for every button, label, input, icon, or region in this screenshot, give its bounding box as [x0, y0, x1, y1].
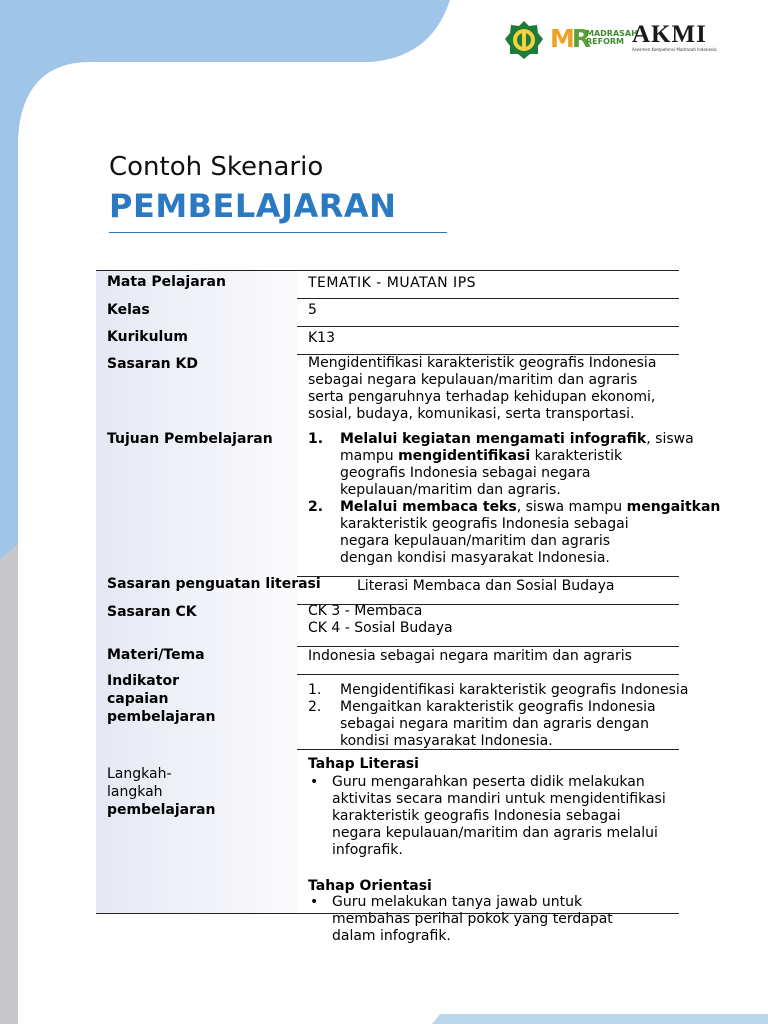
tujuan-2-text: , siswa mampu [516, 499, 627, 515]
label-line: pembelajaran [107, 802, 216, 818]
page-title-line1: Contoh Skenario [109, 152, 324, 182]
gray-side-band [0, 545, 18, 1024]
label-langkah [107, 765, 215, 819]
label-indikator [107, 672, 215, 726]
table-rule-top [96, 270, 679, 271]
table-rule [297, 576, 679, 577]
indikator-text: kondisi masyarakat Indonesia. [340, 733, 553, 749]
tahap-literasi-heading: Tahap Literasi [308, 756, 419, 772]
tahap-orientasi-text: membahas perihal pokok yang terdapat [332, 911, 613, 927]
label-kelas: Kelas [107, 302, 150, 318]
tujuan-2-bold: mengaitkan [626, 499, 721, 515]
label-materi-tema: Materi/Tema [107, 647, 205, 663]
tahap-literasi-text: karakteristik geografis Indonesia sebagai [332, 808, 621, 824]
tujuan-2-bold: Melalui membaca teks [340, 499, 517, 515]
kemenag-emblem-icon [504, 20, 544, 60]
page-title-line2: PEMBELAJARAN [109, 187, 397, 225]
akmi-logo [632, 22, 730, 52]
label-sasaran-ck: Sasaran CK [107, 604, 197, 620]
madrasah-reform-text: MADRASAH REFORM [586, 29, 638, 46]
tujuan-2-text: karakteristik geografis Indonesia sebagai [340, 516, 629, 532]
value-sasaran-literasi: Literasi Membaca dan Sosial Budaya [357, 578, 615, 594]
indikator-number: 1. [308, 682, 322, 698]
tujuan-item-number: 2. [308, 499, 324, 515]
indikator-text: Mengaitkan karakteristik geografis Indonesia [340, 699, 656, 715]
label-kurikulum: Kurikulum [107, 329, 188, 345]
tahap-orientasi-text: dalam infografik. [332, 928, 451, 944]
mr-glyph-icon: MR [550, 24, 589, 53]
label-line: Indikator [107, 673, 179, 689]
table-rule [297, 298, 679, 299]
value-kelas: 5 [308, 302, 317, 318]
table-rule [297, 326, 679, 327]
tujuan-1-bold: Melalui kegiatan mengamati infografik [340, 431, 647, 447]
ck-line: CK 4 - Sosial Budaya [308, 620, 453, 636]
akmi-logo-text: AKMI [632, 21, 707, 48]
madrasah-reform-logo [550, 24, 638, 60]
tujuan-1-text: kepulauan/maritim dan agraris. [340, 482, 561, 498]
value-sasaran-kd [308, 355, 656, 423]
label-sasaran-literasi: Sasaran penguatan literasi [107, 576, 321, 592]
label-mata-pelajaran: Mata Pelajaran [107, 274, 226, 290]
tahap-literasi-text: negara kepulauan/maritim dan agraris melalui [332, 825, 658, 841]
sasaran-kd-line: Mengidentifikasi karakteristik geografis Indonesia [308, 355, 657, 371]
tahap-orientasi-heading: Tahap Orientasi [308, 878, 432, 894]
label-bg-tujuan [96, 429, 297, 576]
title-underline [109, 232, 447, 233]
value-kurikulum: K13 [308, 330, 335, 346]
tujuan-1-text: mampu [340, 448, 399, 464]
akmi-logo-subtitle: Asesmen Kompetensi Madrasah Indonesia [632, 47, 717, 52]
bullet-icon: • [310, 774, 319, 790]
label-line: capaian [107, 691, 169, 707]
tujuan-item-number: 1. [308, 431, 324, 447]
tahap-orientasi-text: Guru melakukan tanya jawab untuk [332, 894, 583, 910]
tujuan-2-text: dengan kondisi masyarakat Indonesia. [340, 550, 610, 566]
ck-line: CK 3 - Membaca [308, 603, 423, 619]
value-sasaran-ck [308, 603, 453, 637]
label-line: langkah [107, 784, 163, 800]
tahap-literasi-text: infografik. [332, 842, 403, 858]
label-sasaran-kd: Sasaran KD [107, 356, 198, 372]
tahap-literasi-text: aktivitas secara mandiri untuk mengidentifikasi [332, 791, 666, 807]
indikator-number: 2. [308, 699, 322, 715]
bullet-icon: • [310, 894, 319, 910]
value-materi-tema: Indonesia sebagai negara maritim dan agraris [308, 648, 632, 664]
sasaran-kd-line: sebagai negara kepulauan/maritim dan agraris [308, 372, 638, 388]
table-rule [297, 646, 679, 647]
label-tujuan-pembelajaran: Tujuan Pembelajaran [107, 431, 273, 447]
sasaran-kd-line: sosial, budaya, komunikasi, serta transportasi. [308, 406, 635, 422]
label-line: pembelajaran [107, 709, 216, 725]
tujuan-1-bold: mengidentifikasi [398, 448, 531, 464]
bottom-blue-strip [432, 1014, 768, 1024]
tujuan-1-text: , siswa [646, 431, 694, 447]
value-mata-pelajaran: TEMATIK - MUATAN IPS [308, 275, 477, 291]
indikator-text: sebagai negara maritim dan agraris dengan [340, 716, 649, 732]
label-line: Langkah- [107, 766, 172, 782]
tujuan-1-text: karakteristik [530, 448, 623, 464]
table-rule [297, 674, 679, 675]
sasaran-kd-line: serta pengaruhnya terhadap kehidupan ekonomi, [308, 389, 656, 405]
tujuan-1-text: geografis Indonesia sebagai negara [340, 465, 591, 481]
tujuan-2-text: negara kepulauan/maritim dan agraris [340, 533, 611, 549]
tahap-literasi-text: Guru mengarahkan peserta didik melakukan [332, 774, 645, 790]
indikator-text: Mengidentifikasi karakteristik geografis Indonesia [340, 682, 689, 698]
